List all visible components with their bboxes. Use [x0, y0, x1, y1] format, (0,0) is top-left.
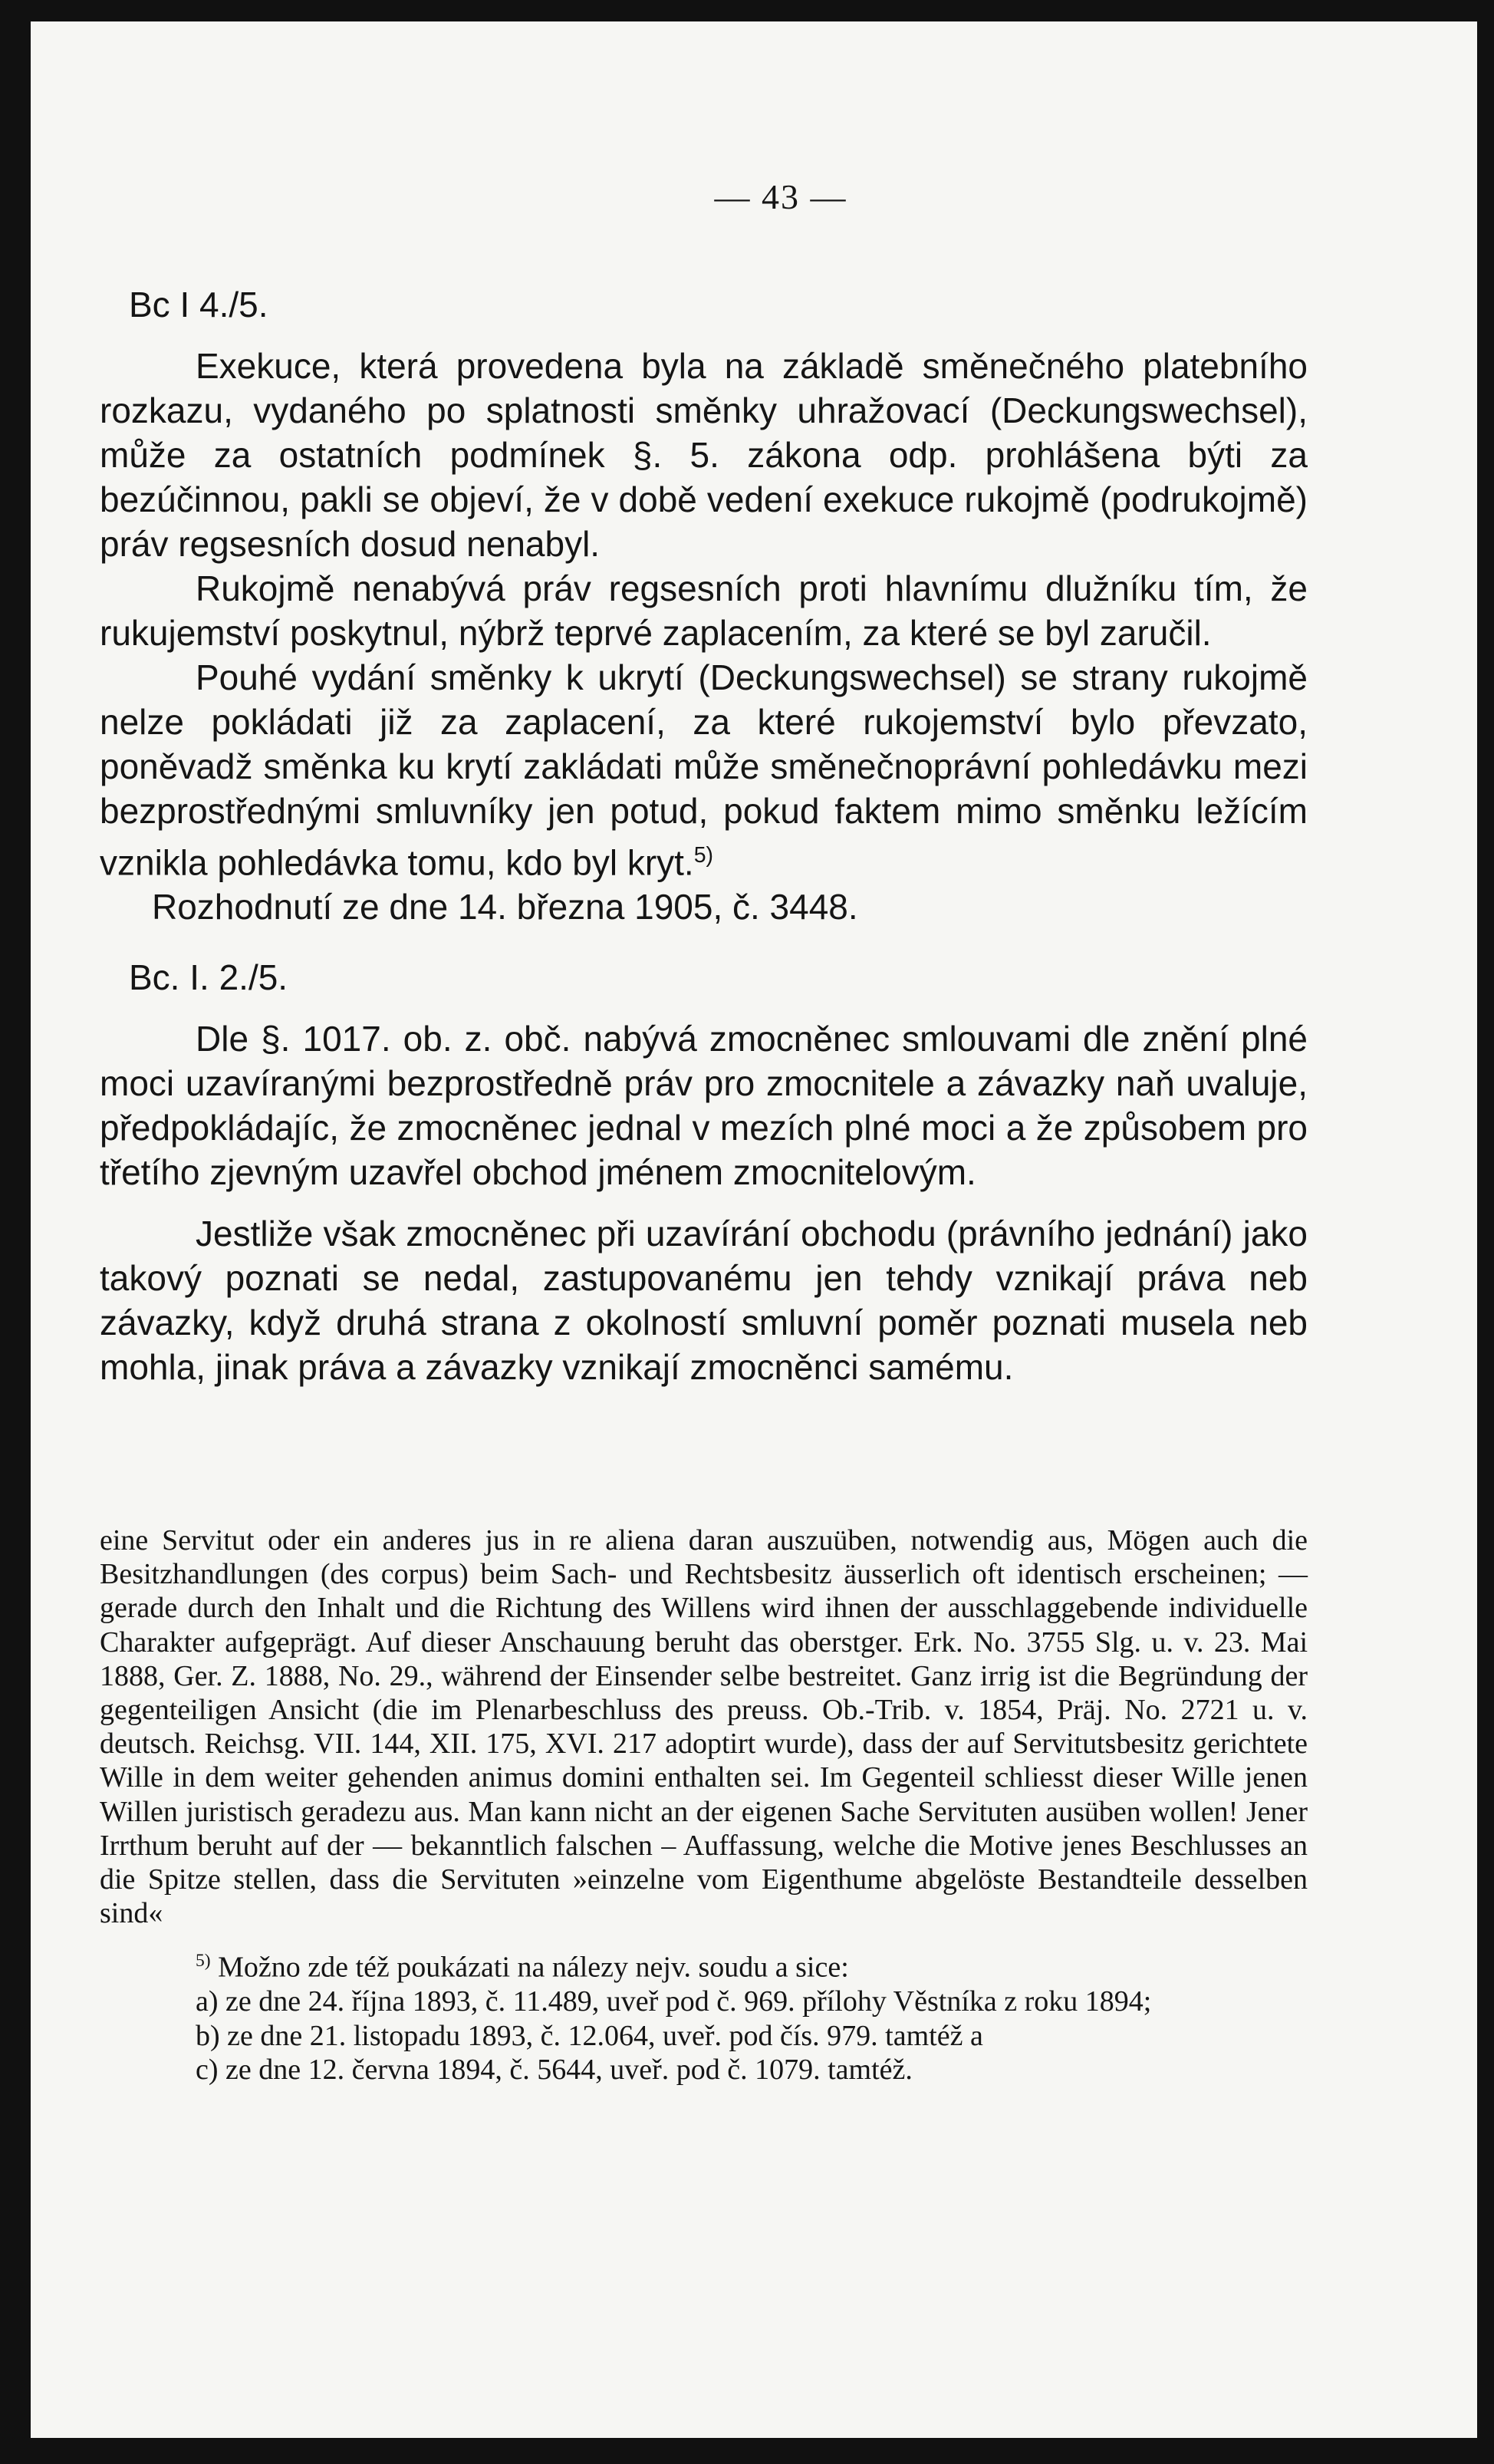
- footnote-item: b) ze dne 21. listopadu 1893, č. 12.064, uveř. pod čís. 979. tamtéž a: [196, 2019, 983, 2052]
- footnote-mark: 5): [196, 1951, 211, 1972]
- paragraph: Jestliže však zmocněnec při uzavírání obchodu (právního jednání) jako takový poznati se nedal, zastupovanému jen tehdy vznikají práva neb závazky, když druhá strana z okolností smluvní poměr poznati musela neb mohla, jinak práva a závazky vznikají zmocněnci samému.: [100, 1214, 1308, 1388]
- case-reference: Bc. I. 2./5.: [129, 957, 288, 998]
- footnotes: [100, 1524, 1308, 2087]
- footnote-item: c) ze dne 12. června 1894, č. 5644, uveř. pod č. 1079. tamtéž.: [196, 2053, 913, 2086]
- page-number: — 43 —: [714, 177, 847, 216]
- case-reference: Bc I 4./5.: [129, 285, 268, 324]
- footnote-continued: eine Servitut oder ein anderes jus in re aliena daran auszuüben, notwendig aus, Mögen auch die Besitzhandlungen (des corpus) beim Sach- und Rechtsbesitz äusserlich oft identisch erscheinen; — gerade durch den Inhalt und die Richtung des Willens wird ihnen der ausschlaggebende individuelle Charakter aufgeprägt. Auf dieser Anschauung beruht das oberstger. Erk. No. 3755 Slg. u. v. 23. Mai 1888, Ger. Z. 1888, No. 29., während der Einsender selbe bestreitet. Ganz irrig ist die Begründung der gegenteiligen Ansicht (die im Plenarbeschluss des preuss. Ob.-Trib. v. 1854, Präj. No. 2721 u. v. deutsch. Reichsg. VII. 144, XII. 175, XVI. 217 adoptirt wurde), dass der auf Servitutsbesitz gerichtete Wille in dem weiter gehenden animus domini enthalten sei. Im Gegenteil schliesst dieser Wille jenen Willen juristisch geradezu aus. Man kann nicht an der eigenen Sache Servituten ausüben wollen! Jener Irrthum beruht auf der — bekanntlich falschen – Auffassung, welche die Motive jenes Beschlusses an die Spitze stellen, dass die Servituten »einzelne vom Eigenthume abgelöste Bestandteile desselben sind«: [100, 1524, 1308, 1930]
- footnote-mark: 5): [693, 843, 714, 868]
- main-text: [100, 282, 1308, 1389]
- paragraph: Rukojmě nenabývá práv regsesních proti hlavnímu dlužníku tím, že rukujemství poskytnul, nýbrž teprvé zaplacením, za které se byl zaručil.: [100, 568, 1308, 653]
- footnote-item: a) ze dne 24. října 1893, č. 11.489, uveř pod č. 969. přílohy Věstníka z roku 1894;: [196, 1985, 1152, 2018]
- document-page: [31, 21, 1477, 2438]
- paragraph: Dle §. 1017. ob. z. obč. nabývá zmocněnec smlouvami dle znění plné moci uzavíranými bezprostředně práv pro zmocnitele a závazky naň uvaluje, předpokládajíc, že zmocněnec jednal v mezích plné moci a že způsobem pro třetího zjevným uzavřel obchod jménem zmocnitelovým.: [100, 1019, 1308, 1193]
- paragraph: [100, 655, 1308, 884]
- footnote-5: [100, 1944, 1308, 1985]
- paragraph: Exekuce, která provedena byla na základě směnečného platebního rozkazu, vydaného po splatnosti směnky uhražovací (Deckungswechsel), může za ostatních podmínek §. 5. zákona odp. prohlášena býti za bezúčinnou, pakli se objeví, že v době vedení exekuce rukojmě (podrukojmě) práv regsesních dosud nenabyl.: [100, 346, 1308, 564]
- paragraph-text: Pouhé vydání směnky k ukrytí (Deckungswechsel) se strany rukojmě nelze pokládati již za zaplacení, za které rukojemství bylo převzato, poněvadž směnka ku krytí zakládati může směnečnoprávní pohledávku mezi bezprostřednými smluvníky jen potud, pokud faktem mimo směnku ležícím vznikla pohledávka tomu, kdo byl kryt.: [100, 657, 1308, 883]
- decision-date: Rozhodnutí ze dne 14. března 1905, č. 3448.: [152, 887, 858, 927]
- footnote-text: Možno zde též poukázati na nálezy nejv. soudu a sice:: [218, 1952, 849, 1985]
